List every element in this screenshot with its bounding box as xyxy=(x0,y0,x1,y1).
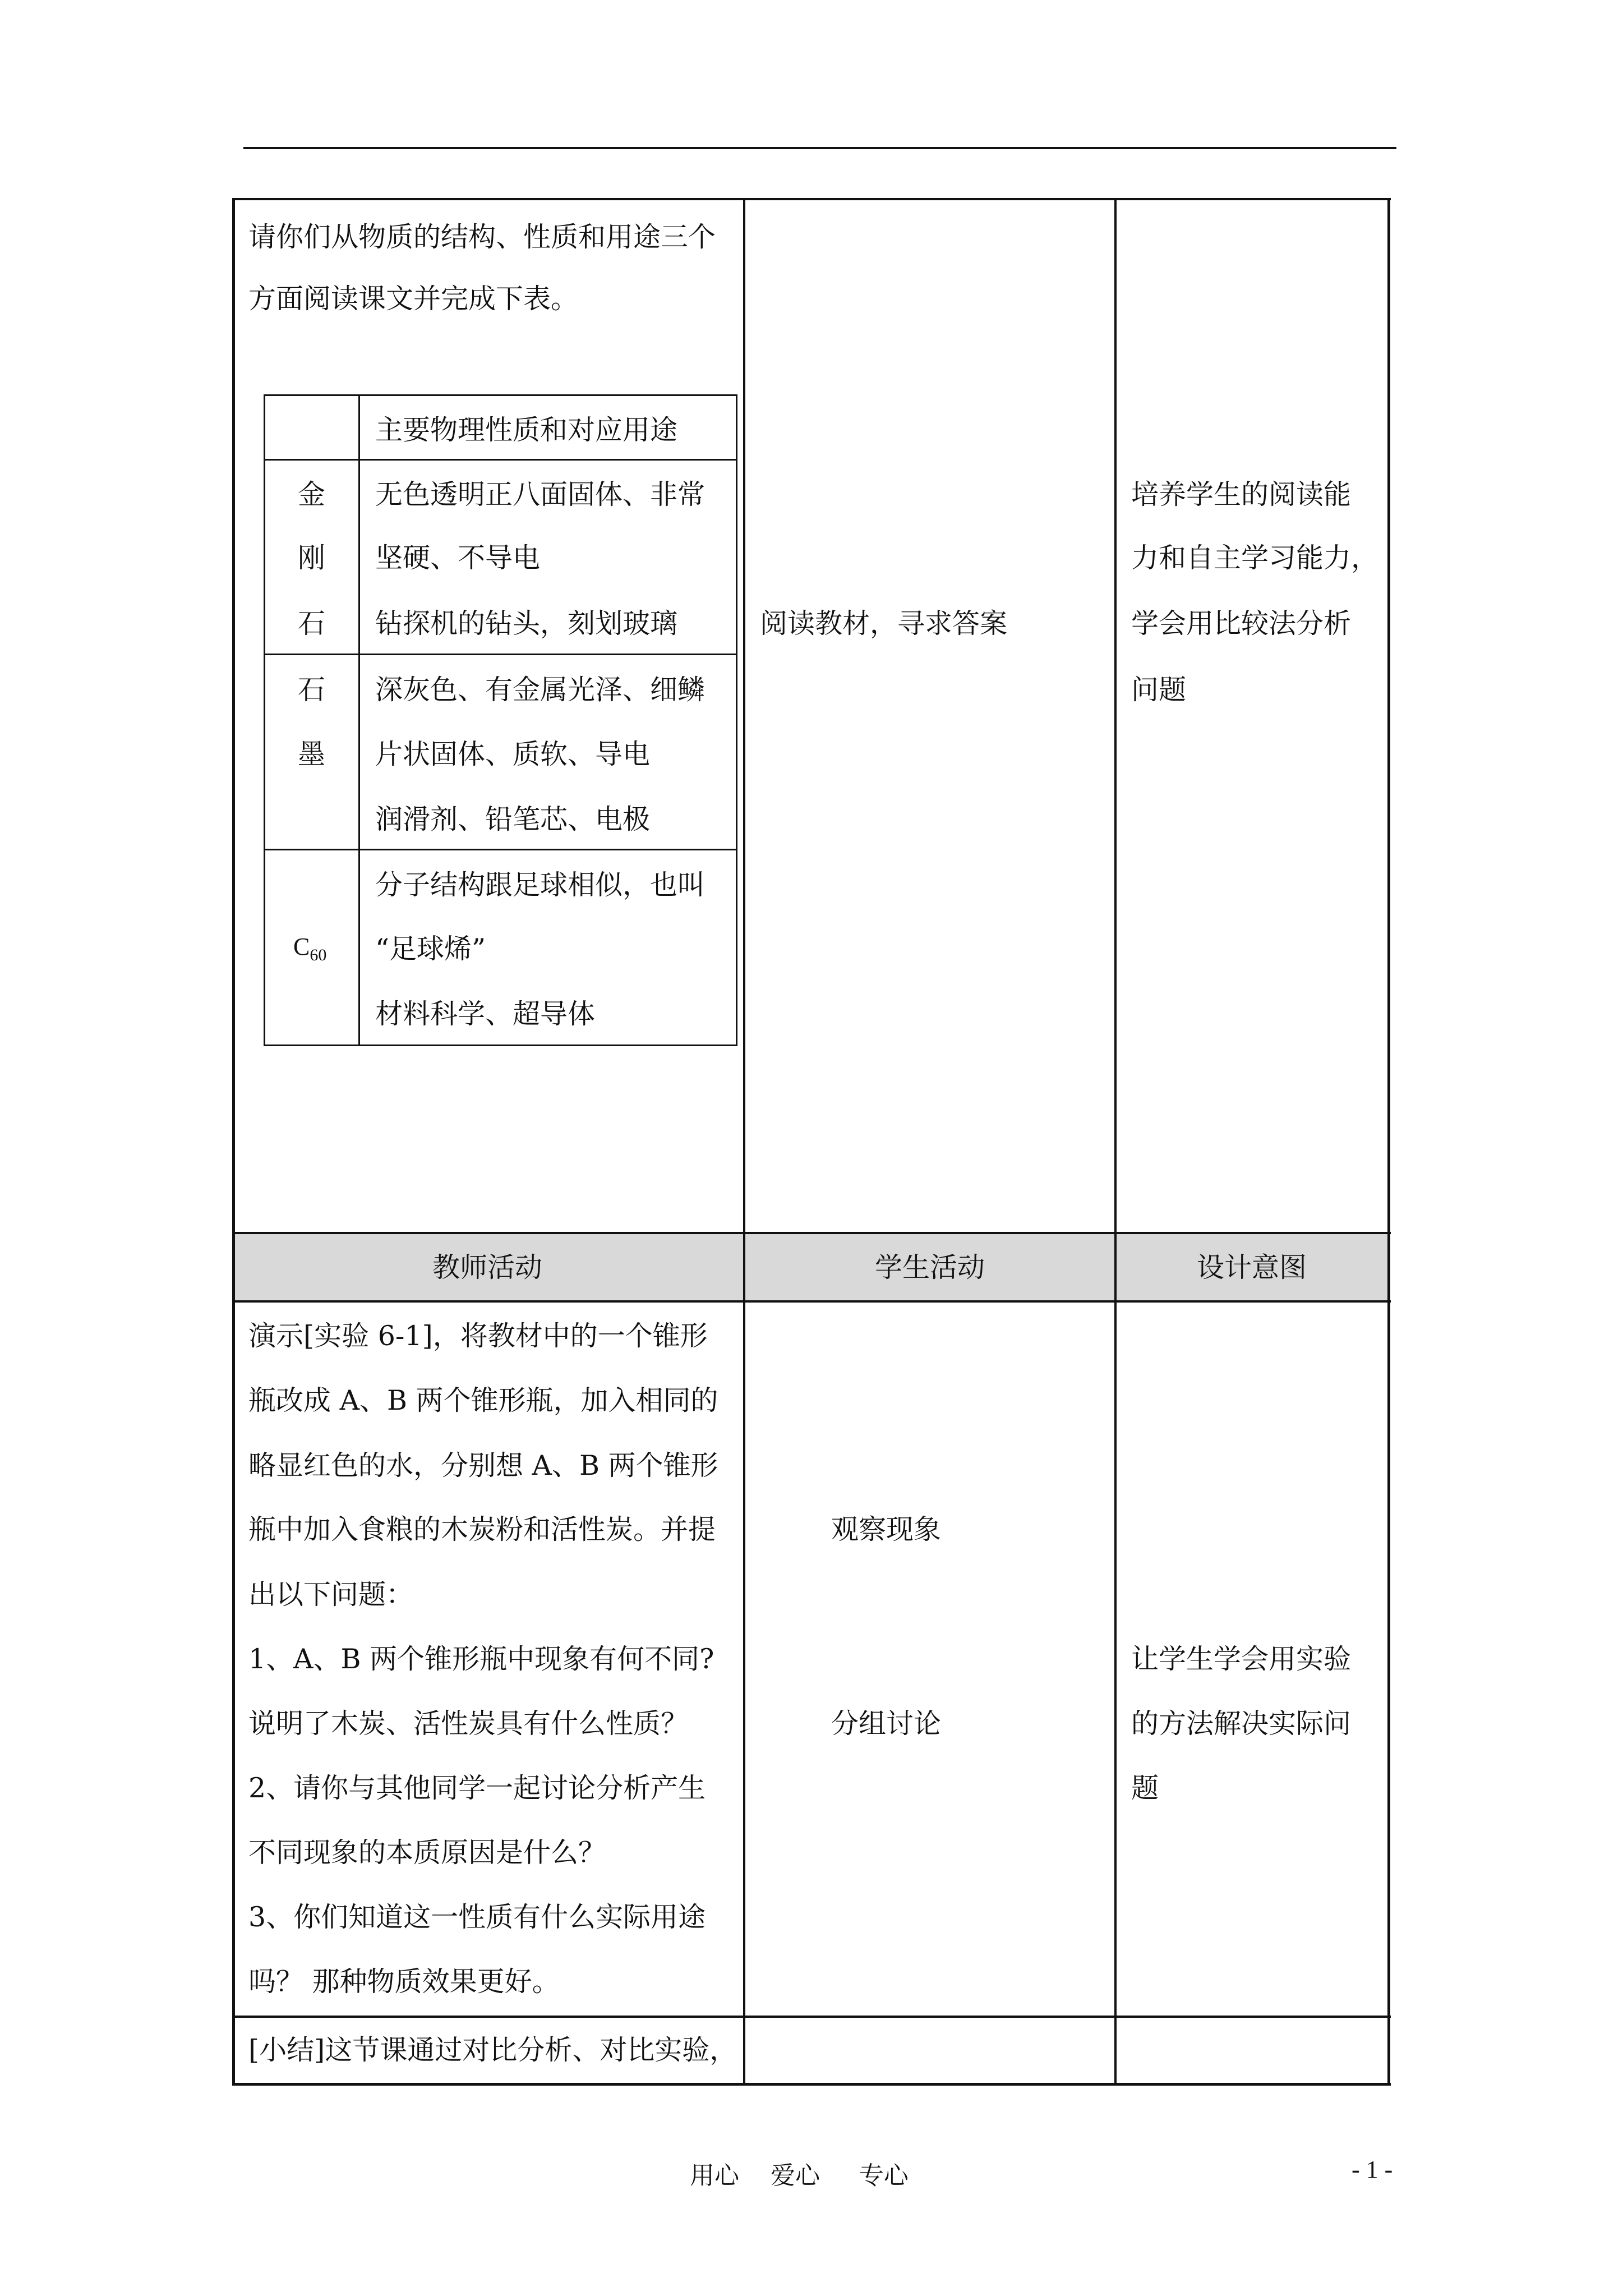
graphite-use-line: 润滑剂、铅笔芯、电极 xyxy=(375,803,651,835)
teacher-intro-line: 请你们从物质的结构、性质和用途三个 xyxy=(248,221,716,253)
inner-table-line xyxy=(358,394,360,1046)
c60-property-line: 分子结构跟足球相似，也叫 xyxy=(375,869,706,901)
inner-table-line xyxy=(264,394,265,1046)
table-border-left xyxy=(232,198,235,2086)
design-intent-line: 题 xyxy=(1131,1772,1159,1804)
inner-table-line xyxy=(264,459,737,461)
graphite-property-line: 片状固体、质软、导电 xyxy=(375,738,651,770)
student-observe: 观察现象 xyxy=(831,1513,942,1545)
properties-header: 主要物理性质和对应用途 xyxy=(375,414,678,446)
question-line: 吗？ 那种物质效果更好。 xyxy=(248,1966,560,1998)
substance-label-graphite: 石 xyxy=(298,674,326,706)
page-number: - 1 - xyxy=(1352,2156,1393,2183)
table-border-right xyxy=(1387,198,1390,2086)
graphite-property-line: 深灰色、有金属光泽、细鳞 xyxy=(375,674,706,706)
table-border-bottom xyxy=(232,2083,1391,2086)
student-activity-reading: 阅读教材，寻求答案 xyxy=(760,608,1008,639)
question-line: 不同现象的本质原因是什么？ xyxy=(248,1837,606,1869)
table-column-divider xyxy=(1114,198,1117,2086)
summary-line: [小结]这节课通过对比分析、对比实验， xyxy=(248,2034,737,2066)
c60-property-line: “足球烯” xyxy=(375,933,486,965)
experiment-line: 瓶中加入食粮的木炭粉和活性炭。并提 xyxy=(248,1513,716,1545)
design-intent-line: 培养学生的阅读能 xyxy=(1131,478,1352,510)
experiment-line: 出以下问题： xyxy=(248,1579,414,1611)
inner-table-line xyxy=(264,654,737,655)
diamond-use-line: 钻探机的钻头，刻划玻璃 xyxy=(375,608,678,639)
inner-table-line xyxy=(264,1045,737,1046)
header-rule xyxy=(243,147,1396,149)
header-student-activity: 学生活动 xyxy=(875,1251,985,1283)
header-teacher-activity: 教师活动 xyxy=(432,1251,543,1283)
question-line: 说明了木炭、活性炭具有什么性质？ xyxy=(248,1708,689,1740)
inner-table-line xyxy=(264,849,737,850)
footer-motto: 用心 爱心 专心 xyxy=(690,2161,909,2190)
experiment-line: 略显红色的水，分别想 A、B 两个锥形 xyxy=(248,1450,718,1481)
substance-label-diamond: 石 xyxy=(298,608,326,639)
inner-table-line xyxy=(264,394,737,396)
question-line: 1、A、B 两个锥形瓶中现象有何不同? xyxy=(248,1643,714,1675)
question-line: 3、你们知道这一性质有什么实际用途 xyxy=(248,1901,706,1933)
header-design-intent: 设计意图 xyxy=(1197,1251,1307,1283)
substance-label-graphite: 墨 xyxy=(298,738,326,770)
design-intent-line: 力和自主学习能力， xyxy=(1131,542,1379,574)
table-line xyxy=(232,2016,1391,2018)
design-intent-line: 问题 xyxy=(1131,674,1187,706)
table-border-top xyxy=(232,198,1391,200)
experiment-line: 瓶改成 A、B 两个锥形瓶，加入相同的 xyxy=(248,1384,718,1416)
table-line xyxy=(232,1232,1391,1234)
design-intent-line: 学会用比较法分析 xyxy=(1131,608,1352,639)
design-intent-line: 让学生学会用实验 xyxy=(1131,1643,1352,1675)
teacher-intro-line: 方面阅读课文并完成下表。 xyxy=(248,283,579,315)
inner-table-line xyxy=(736,394,737,1046)
diamond-property-line: 坚硬、不导电 xyxy=(375,542,541,574)
diamond-property-line: 无色透明正八面固体、非常 xyxy=(375,478,706,510)
c60-subscript: 60 xyxy=(310,945,327,964)
table-line xyxy=(232,1300,1391,1303)
experiment-line: 演示[实验 6-1]，将教材中的一个锥形 xyxy=(248,1320,708,1352)
design-intent-line: 的方法解决实际问 xyxy=(1131,1708,1352,1740)
student-discuss: 分组讨论 xyxy=(831,1708,942,1740)
c60-use-line: 材料科学、超导体 xyxy=(375,998,596,1030)
c60-base: C xyxy=(293,933,310,960)
substance-label-diamond: 刚 xyxy=(298,542,326,574)
question-line: 2、请你与其他同学一起讨论分析产生 xyxy=(248,1772,706,1804)
substance-label-c60 xyxy=(293,935,326,964)
table-column-divider xyxy=(743,198,745,2086)
substance-label-diamond: 金 xyxy=(298,478,326,510)
